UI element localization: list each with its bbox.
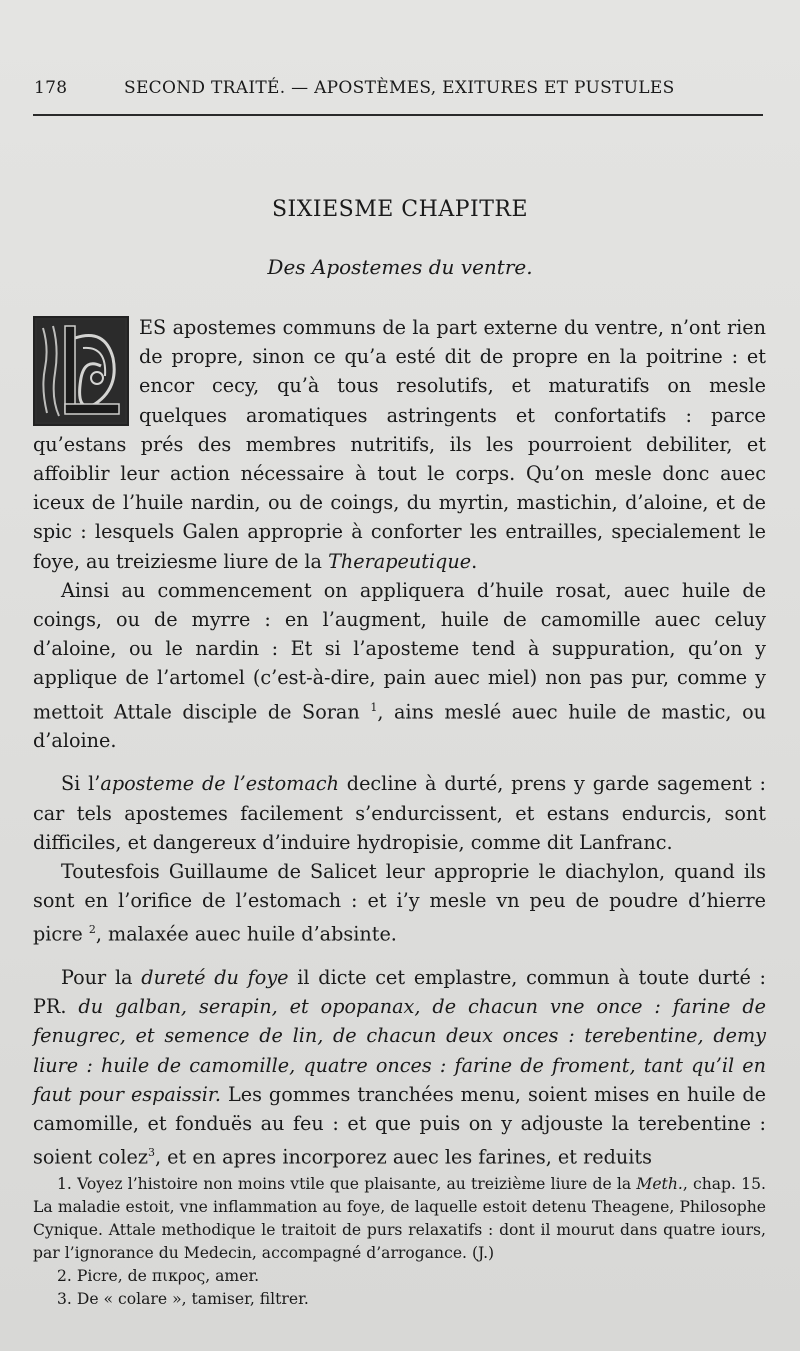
paragraph-2-text: Ainsi au commencement on appliquera d’huile rosat, auec huile de coings, ou de myrre : en l’augment, huile de camomille auec celuy d’aloine, ou le nardin : Et si l’aposteme tend à suppuration, qu’on y applique de l’artomel (c’est-à-dire, pain auec miel) non pas pur, comme y mettoit Attale disciple de Soran <box>33 578 766 724</box>
paragraph-3-start: Si l’ <box>61 772 101 796</box>
footnote-3: 3. De « colare », tamiser, filtrer. <box>57 1290 309 1308</box>
footnote-2-text-b: , amer. <box>205 1267 260 1285</box>
paragraph-1 <box>33 313 766 576</box>
paragraph-4 <box>33 857 766 949</box>
paragraph-1-text: ES apostemes communs de la part externe du ventre, n’ont rien de propre, sinon ce qu’a esté dit de propre en la poitrine : et encor cecy, qu’à tous resolutifs, et maturatifs on mesle quelques aromatiques astringents et confortatifs : parce qu’estans prés des membres nutritifs, ils les pourroient debiliter, et affoiblir leur action nécessaire à tout le corps. Qu’on mesle donc auec iceux de l’huile nardin, ou de coings, du myrtin, mastichin, d’aloine, et de spic : lesquels Galen approprie à conforter les entrailles, specialement le foye, au treiziesme liure de la <box>33 316 766 573</box>
footnote-1-text-b: , chap. 15. La maladie estoit, vne inflammation au foye, de laquelle estoit detenu Theagene, Philosophe Cynique. Attale methodique le traitoit de purs relaxatifs : dont il mourut dans quatre iours, par l’ignorance du Medecin, accompagné d’arrogance. (J.) <box>33 1175 766 1262</box>
paragraph-3-text: decline à durté, prens y garde sagement : car tels apostemes facilement s’endurcissent, et estans endurcis, sont difficiles, et dangereux d’induire hydropisie, comme dit Lanfranc. <box>33 772 767 854</box>
footnote-2-text-a: 2. Picre, de <box>57 1267 152 1285</box>
footnote-1-italic: Meth. <box>636 1175 683 1193</box>
paragraph-5-text-b: Les gommes tranchées menu, soient mises en huile de camomille, et fonduës au feu : et que puis on y adjouste la terebentine : soient colez <box>33 1082 766 1169</box>
paragraph-4-end: , malaxée auec huile d’absinte. <box>95 922 397 946</box>
footnote-1-text-a: 1. Voyez l’histoire non moins vtile que plaisante, au treizième liure de la <box>57 1175 637 1193</box>
footnote-ref-3[interactable]: 3 <box>147 1146 155 1160</box>
paragraph-5-text-a: il dicte cet emplastre, commun à toute durté : PR. <box>33 966 767 1019</box>
paragraph-5 <box>33 963 766 1172</box>
paragraph-4-text: Toutesfois Guillaume de Salicet leur approprie le diachylon, quand ils sont en l’orifice de l’estomach : et i’y mesle vn peu de poudre d’hierre picre <box>33 860 766 946</box>
paragraph-5-italic-2: du galban, serapin, et opopanax, de chacun vne once : farine de fenugrec, et semence de lin, de chacun deux onces : terebentine, demy liure : huile de camomille, quatre onces : farine de froment, tant qu’il en faut pour espaissir. <box>33 995 766 1106</box>
chapter-subtitle: Des Apostemes du ventre. <box>267 255 533 279</box>
footnote-ref-1[interactable]: 1 <box>370 700 378 714</box>
running-header <box>34 78 762 98</box>
paragraph-5-italic-1: dureté du foye <box>141 966 289 990</box>
header-rule <box>33 114 763 116</box>
decorated-initial-L <box>33 316 129 426</box>
footnote-2 <box>33 1265 766 1288</box>
running-title: SECOND TRAITÉ. — APOSTÈMES, EXITURES ET PUSTULES <box>124 78 675 98</box>
footnote-1 <box>33 1173 766 1265</box>
paragraph-5-text-c: , et en apres incorporez auec les farines, et reduits <box>154 1145 652 1169</box>
therapeutique-title: Therapeutique <box>328 549 472 573</box>
paragraph-3-italic: aposteme de l’estomach <box>100 772 339 796</box>
chapter-title: SIXIESME CHAPITRE <box>271 197 529 222</box>
body-text <box>33 313 766 1172</box>
footnote-2-greek: πικρος <box>151 1267 206 1285</box>
footnote-ref-2[interactable]: 2 <box>88 923 96 937</box>
paragraph-2 <box>33 576 766 756</box>
paragraph-1-end: . <box>471 549 478 573</box>
paragraph-2-end: , ains meslé auec huile de mastic, ou d’aloine. <box>33 700 766 753</box>
paragraph-5-start: Pour la <box>61 966 142 990</box>
ornament-icon <box>35 318 127 424</box>
paragraph-3 <box>33 769 766 857</box>
page-number: 178 <box>34 78 68 98</box>
footnotes <box>33 1173 766 1311</box>
